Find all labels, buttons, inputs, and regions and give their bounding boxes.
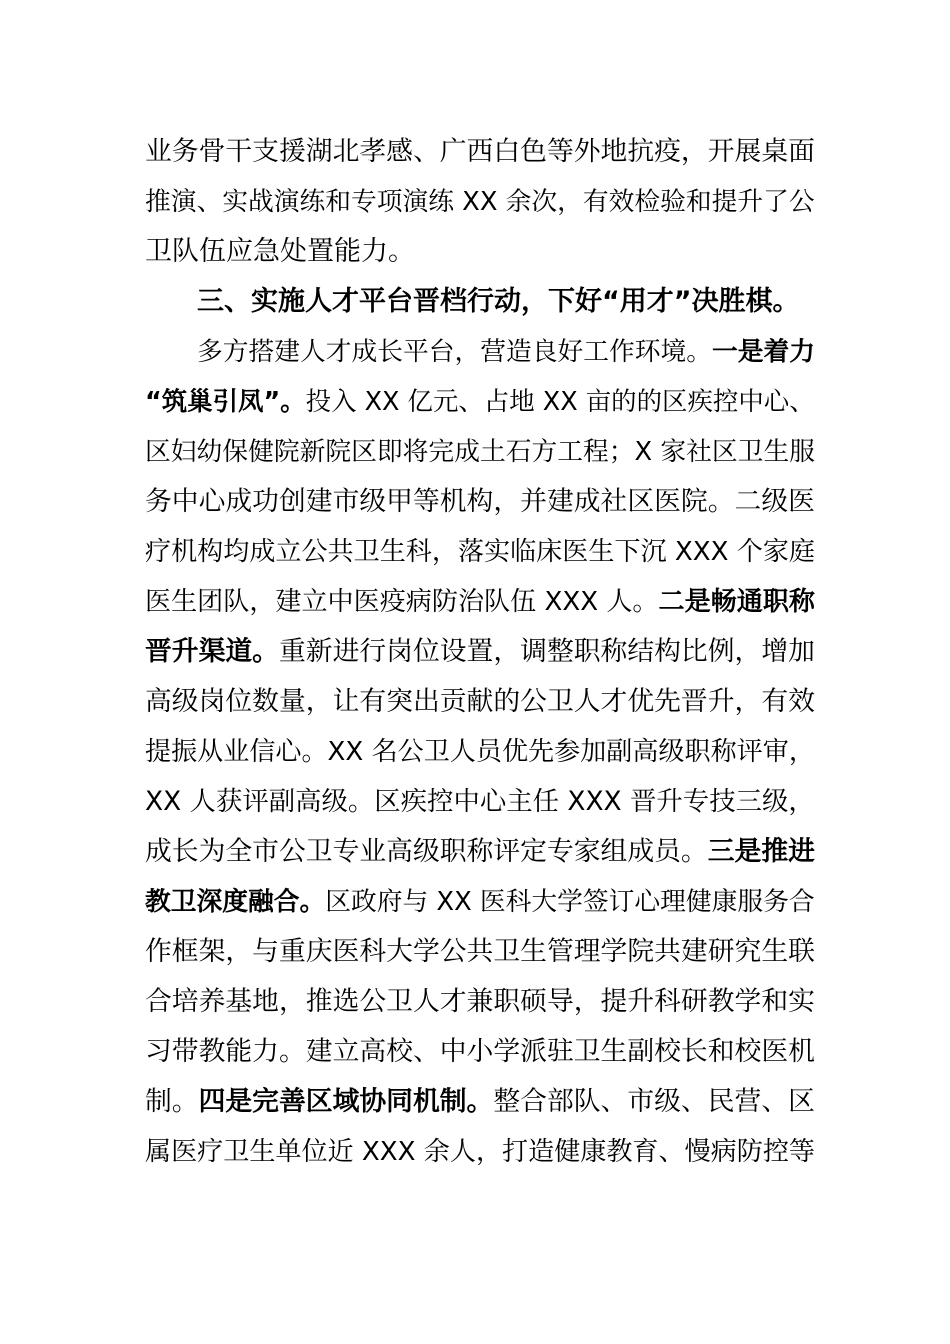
text-line-7 bbox=[0, 432, 950, 472]
text-segment: 医生团队，建立中医疫病防治队伍 XXX 人。 bbox=[145, 587, 659, 617]
text-line-3 bbox=[0, 232, 950, 272]
text-segment: 区妇幼保健院新院区即将完成土石方工程；X 家社区卫生服 bbox=[145, 437, 815, 467]
text-segment: 重新进行岗位设置，调整职称结构比例，增加 bbox=[278, 636, 815, 667]
text-segment: 区政府与 XX 医科大学签订心理健康服务合 bbox=[325, 887, 815, 917]
text-line-5 bbox=[0, 332, 950, 372]
text-line-17 bbox=[0, 932, 950, 972]
text-segment: 业务骨干支援湖北孝感、广西白色等外地抗疫，开展桌面 bbox=[145, 136, 815, 167]
text-segment: 合培养基地，推选公卫人才兼职硕导，提升科研教学和实 bbox=[145, 986, 815, 1017]
text-line-14 bbox=[0, 782, 950, 822]
text-segment: 投入 XX 亿元、占地 XX 亩的的区疾控中心、 bbox=[305, 387, 815, 417]
text-segment: 务中心成功创建市级甲等机构，并建成社区医院。二级医 bbox=[145, 486, 815, 517]
text-segment: 推演、实战演练和专项演练 XX 余次，有效检验和提升了公 bbox=[145, 187, 815, 217]
text-line-6 bbox=[0, 382, 950, 422]
text-line-20 bbox=[0, 1082, 950, 1122]
text-line-16 bbox=[0, 882, 950, 922]
text-segment: 疗机构均成立公共卫生科，落实临床医生下沉 XXX 个家庭 bbox=[145, 537, 815, 567]
text-segment: 多方搭建人才成长平台，营造良好工作环境。 bbox=[197, 337, 712, 367]
text-line-10 bbox=[0, 582, 950, 622]
text-line-12 bbox=[0, 682, 950, 722]
text-line-11 bbox=[0, 632, 950, 672]
text-line-8 bbox=[0, 482, 950, 522]
text-line-2 bbox=[0, 182, 950, 222]
text-segment: 提振从业信心。XX 名公卫人员优先参加副高级职称评审， bbox=[145, 737, 815, 767]
bold-text-segment: 四是完善区域协同机制。 bbox=[198, 1086, 494, 1117]
bold-text-segment: 一是着力 bbox=[712, 337, 815, 367]
bold-text-segment: “筑巢引凤”。 bbox=[145, 387, 306, 417]
text-line-9 bbox=[0, 532, 950, 572]
text-segment: 作框架，与重庆医科大学公共卫生管理学院共建研究生联 bbox=[145, 936, 815, 967]
bold-text-segment: 三是推进 bbox=[707, 836, 815, 867]
text-segment: 卫队伍应急处置能力。 bbox=[145, 236, 415, 267]
bold-text-segment: 教卫深度融合。 bbox=[145, 887, 326, 917]
text-segment: 整合部队、市级、民营、区 bbox=[493, 1086, 815, 1117]
text-segment: 成长为全市公卫专业高级职称评定专家组成员。 bbox=[145, 836, 708, 867]
text-line-15 bbox=[0, 832, 950, 872]
text-line-13 bbox=[0, 732, 950, 772]
text-line-21 bbox=[0, 1132, 950, 1172]
text-segment: XX 人获评副高级。区疾控中心主任 XXX 晋升专技三级， bbox=[145, 786, 815, 817]
section-heading bbox=[0, 282, 950, 322]
text-segment: 高级岗位数量，让有突出贡献的公卫人才优先晋升，有效 bbox=[145, 686, 815, 717]
text-line-18 bbox=[0, 982, 950, 1022]
bold-text-segment: 三、实施人才平台晋档行动，下好“用才”决胜棋。 bbox=[197, 286, 800, 317]
text-segment: 属医疗卫生单位近 XXX 余人，打造健康教育、慢病防控等 bbox=[145, 1137, 815, 1167]
text-segment: 制。 bbox=[145, 1086, 199, 1117]
text-line-1 bbox=[0, 132, 950, 172]
bold-text-segment: 晋升渠道。 bbox=[145, 636, 279, 667]
bold-text-segment: 二是畅通职称 bbox=[658, 587, 815, 617]
text-segment: 习带教能力。建立高校、中小学派驻卫生副校长和校医机 bbox=[145, 1036, 815, 1067]
text-line-19 bbox=[0, 1032, 950, 1072]
